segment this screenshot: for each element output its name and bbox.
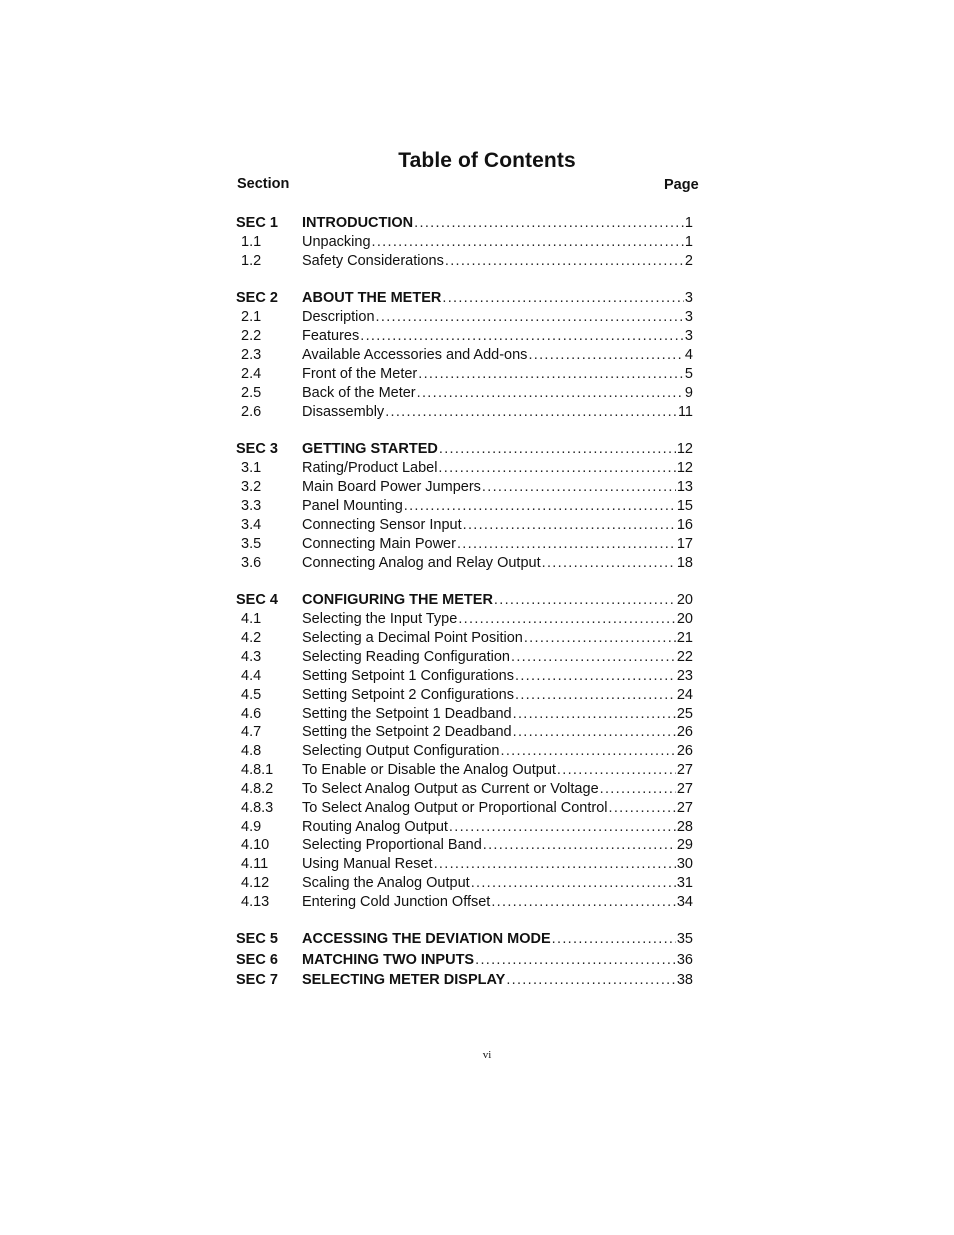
toc-entry-page: 35	[676, 931, 693, 947]
toc-entry-title: GETTING STARTED	[302, 441, 438, 457]
toc-entry-line	[302, 799, 693, 818]
toc-subsection-row	[0, 478, 954, 497]
toc-entry-title: Panel Mounting	[302, 498, 403, 514]
toc-entry-title: Using Manual Reset	[302, 856, 433, 872]
toc-entry-title: MATCHING TWO INPUTS	[302, 952, 475, 968]
toc-entry-number: 4.8.2	[241, 781, 274, 797]
toc-entry-number: 1.1	[241, 234, 262, 250]
toc-subsection-row	[0, 836, 954, 855]
toc-entry-page: 22	[676, 649, 693, 665]
toc-entry-line	[302, 818, 693, 837]
dot-leader	[404, 497, 676, 516]
toc-entry-page: 20	[676, 611, 693, 627]
toc-entry-number: 4.12	[241, 875, 270, 891]
dot-leader	[608, 799, 675, 818]
toc-entry-number: 4.7	[241, 724, 262, 740]
toc-entry-line	[302, 951, 693, 970]
toc-entry-title: Setting the Setpoint 2 Deadband	[302, 724, 512, 740]
toc-entry-title: Connecting Analog and Relay Output	[302, 555, 541, 571]
dot-leader	[491, 893, 676, 912]
toc-subsection-row	[0, 554, 954, 573]
toc-entry-page: 26	[676, 743, 693, 759]
dot-leader	[385, 403, 677, 422]
dot-leader	[542, 554, 676, 573]
toc-entry-page: 20	[676, 592, 693, 608]
toc-entry-line	[302, 836, 693, 855]
toc-entry-number: 2.1	[241, 309, 262, 325]
toc-entry-page: 12	[676, 441, 693, 457]
section-column-header: Section	[237, 176, 290, 192]
toc-entry-page: 29	[676, 837, 693, 853]
toc-section-row	[0, 591, 954, 610]
toc-entry-title: Features	[302, 328, 360, 344]
toc-entry-line	[302, 459, 693, 478]
toc-entry-number: SEC 5	[236, 931, 278, 947]
dot-leader	[494, 591, 676, 610]
toc-entry-page: 3	[684, 290, 693, 306]
dot-leader	[475, 951, 676, 970]
toc-section-row	[0, 930, 954, 949]
toc-section-row	[0, 440, 954, 459]
dot-leader	[463, 516, 676, 535]
dot-leader	[438, 459, 675, 478]
dot-leader	[515, 667, 676, 686]
toc-entry-page: 38	[676, 972, 693, 988]
toc-entry-title: Setting the Setpoint 1 Deadband	[302, 706, 512, 722]
toc-entry-line	[302, 252, 693, 271]
toc-entry-line	[302, 346, 693, 365]
toc-subsection-row	[0, 327, 954, 346]
toc-subsection-row	[0, 459, 954, 478]
toc-entry-title: Selecting a Decimal Point Position	[302, 630, 523, 646]
toc-entry-line	[302, 308, 693, 327]
toc-subsection-row	[0, 667, 954, 686]
toc-subsection-row	[0, 780, 954, 799]
toc-entry-line	[302, 742, 693, 761]
toc-entry-number: SEC 2	[236, 290, 278, 306]
toc-entry-title: Description	[302, 309, 375, 325]
toc-entry-title: To Select Analog Output as Current or Voltage	[302, 781, 599, 797]
toc-subsection-row	[0, 629, 954, 648]
toc-entry-line	[302, 384, 693, 403]
dot-leader	[434, 855, 676, 874]
toc-entry-line	[302, 705, 693, 724]
toc-entry-line	[302, 403, 693, 422]
toc-entry-page: 1	[684, 215, 693, 231]
toc-entry-number: 4.1	[241, 611, 262, 627]
toc-entry-page: 34	[676, 894, 693, 910]
toc-entry-number: 4.4	[241, 668, 262, 684]
toc-subsection-row	[0, 874, 954, 893]
toc-subsection-row	[0, 252, 954, 271]
toc-section-row	[0, 951, 954, 970]
toc-entry-line	[302, 289, 693, 308]
dot-leader	[372, 233, 684, 252]
toc-entry-title: Routing Analog Output	[302, 819, 448, 835]
dot-leader	[483, 836, 676, 855]
toc-entry-line	[302, 365, 693, 384]
toc-subsection-row	[0, 705, 954, 724]
dot-leader	[360, 327, 684, 346]
toc-entry-title: ABOUT THE METER	[302, 290, 442, 306]
toc-entry-page: 23	[676, 668, 693, 684]
toc-entry-number: SEC 3	[236, 441, 278, 457]
toc-subsection-row	[0, 365, 954, 384]
toc-entry-number: 1.2	[241, 253, 262, 269]
toc-entry-line	[302, 535, 693, 554]
dot-leader	[506, 971, 676, 990]
toc-entry-page: 27	[676, 781, 693, 797]
toc-entry-number: 4.8.1	[241, 762, 274, 778]
toc-entry-line	[302, 874, 693, 893]
toc-entry-title: Setting Setpoint 2 Configurations	[302, 687, 514, 703]
toc-section-row	[0, 214, 954, 233]
dot-leader	[513, 705, 676, 724]
toc-entry-line	[302, 610, 693, 629]
dot-leader	[482, 478, 676, 497]
dot-leader	[552, 930, 676, 949]
dot-leader	[501, 742, 676, 761]
toc-entry-page: 31	[676, 875, 693, 891]
page-column-header: Page	[664, 177, 699, 193]
toc-entry-number: 3.4	[241, 517, 262, 533]
toc-entry-line	[302, 214, 693, 233]
toc-entry-page: 17	[676, 536, 693, 552]
toc-subsection-row	[0, 346, 954, 365]
toc-entry-page: 21	[676, 630, 693, 646]
toc-entry-page: 11	[677, 404, 693, 420]
toc-entry-page: 24	[676, 687, 693, 703]
toc-entry-number: 2.5	[241, 385, 262, 401]
toc-entry-page: 27	[676, 800, 693, 816]
toc-entry-line	[302, 893, 693, 912]
toc-entry-page: 28	[676, 819, 693, 835]
toc-subsection-row	[0, 384, 954, 403]
dot-leader	[511, 648, 676, 667]
toc-entry-title: Back of the Meter	[302, 385, 416, 401]
dot-leader	[417, 384, 684, 403]
toc-entry-title: Setting Setpoint 1 Configurations	[302, 668, 514, 684]
toc-entry-page: 27	[676, 762, 693, 778]
dot-leader	[513, 723, 676, 742]
toc-subsection-row	[0, 403, 954, 422]
toc-entry-number: SEC 6	[236, 952, 278, 968]
toc-entry-page: 1	[684, 234, 693, 250]
toc-entry-number: SEC 4	[236, 592, 278, 608]
toc-entry-line	[302, 591, 693, 610]
toc-entry-page: 2	[684, 253, 693, 269]
toc-entry-number: 2.4	[241, 366, 262, 382]
toc-subsection-row	[0, 742, 954, 761]
toc-entry-page: 9	[684, 385, 693, 401]
toc-entry-title: Selecting Output Configuration	[302, 743, 500, 759]
toc-entry-title: ACCESSING THE DEVIATION MODE	[302, 931, 551, 947]
toc-entry-number: 3.6	[241, 555, 262, 571]
toc-entry-page: 12	[676, 460, 693, 476]
toc-subsection-row	[0, 233, 954, 252]
toc-entry-line	[302, 497, 693, 516]
toc-entry-title: Selecting the Input Type	[302, 611, 458, 627]
toc-entry-number: 4.8.3	[241, 800, 274, 816]
dot-leader	[515, 686, 676, 705]
toc-entry-number: 3.1	[241, 460, 262, 476]
dot-leader	[557, 761, 676, 780]
toc-entry-line	[302, 554, 693, 573]
toc-subsection-row	[0, 818, 954, 837]
toc-subsection-row	[0, 516, 954, 535]
toc-entry-line	[302, 930, 693, 949]
toc-subsection-row	[0, 893, 954, 912]
dot-leader	[418, 365, 684, 384]
toc-section-row	[0, 289, 954, 308]
toc-entry-page: 18	[676, 555, 693, 571]
toc-subsection-row	[0, 610, 954, 629]
toc-entry-line	[302, 233, 693, 252]
toc-entry-line	[302, 327, 693, 346]
toc-entry-number: 2.3	[241, 347, 262, 363]
toc-entry-page: 25	[676, 706, 693, 722]
toc-entry-title: Front of the Meter	[302, 366, 418, 382]
dot-leader	[445, 252, 684, 271]
dot-leader	[376, 308, 684, 327]
toc-entry-title: Connecting Sensor Input	[302, 517, 462, 533]
toc-entry-number: 4.10	[241, 837, 270, 853]
toc-entry-title: Disassembly	[302, 404, 385, 420]
dot-leader	[471, 874, 676, 893]
toc-subsection-row	[0, 761, 954, 780]
toc-entry-number: 3.3	[241, 498, 262, 514]
toc-subsection-row	[0, 535, 954, 554]
toc-entry-line	[302, 629, 693, 648]
page-title: Table of Contents	[398, 149, 576, 172]
toc-entry-line	[302, 761, 693, 780]
toc-subsection-row	[0, 723, 954, 742]
toc-subsection-row	[0, 648, 954, 667]
toc-entry-title: INTRODUCTION	[302, 215, 414, 231]
toc-entry-title: Unpacking	[302, 234, 371, 250]
toc-entry-number: 3.2	[241, 479, 262, 495]
toc-entry-number: 4.9	[241, 819, 262, 835]
dot-leader	[528, 346, 683, 365]
toc-entry-line	[302, 855, 693, 874]
toc-section-row	[0, 971, 954, 990]
toc-entry-line	[302, 440, 693, 459]
toc-entry-title: Selecting Reading Configuration	[302, 649, 510, 665]
toc-entry-title: Connecting Main Power	[302, 536, 456, 552]
toc-subsection-row	[0, 308, 954, 327]
toc-entry-title: SELECTING METER DISPLAY	[302, 972, 506, 988]
toc-entry-number: 4.11	[241, 856, 269, 872]
toc-entry-page: 26	[676, 724, 693, 740]
toc-entry-number: 4.8	[241, 743, 262, 759]
toc-entry-number: 4.5	[241, 687, 262, 703]
toc-entry-number: SEC 1	[236, 215, 278, 231]
dot-leader	[439, 440, 676, 459]
toc-entry-page: 5	[684, 366, 693, 382]
dot-leader	[458, 610, 676, 629]
toc-entry-page: 4	[684, 347, 693, 363]
dot-leader	[457, 535, 676, 554]
toc-subsection-row	[0, 686, 954, 705]
toc-entry-number: 4.13	[241, 894, 270, 910]
toc-entry-page: 3	[684, 328, 693, 344]
toc-entry-line	[302, 971, 693, 990]
toc-entry-title: CONFIGURING THE METER	[302, 592, 493, 608]
toc-entry-page: 36	[676, 952, 693, 968]
toc-entry-page: 30	[676, 856, 693, 872]
toc-entry-title: To Select Analog Output or Proportional Control	[302, 800, 608, 816]
dot-leader	[449, 818, 676, 837]
toc-entry-title: Scaling the Analog Output	[302, 875, 470, 891]
toc-entry-number: 4.2	[241, 630, 262, 646]
dot-leader	[442, 289, 684, 308]
toc-entry-number: 4.6	[241, 706, 262, 722]
toc-entry-page: 13	[676, 479, 693, 495]
toc-entry-line	[302, 516, 693, 535]
toc-entry-title: Safety Considerations	[302, 253, 444, 269]
toc-entry-page: 16	[676, 517, 693, 533]
toc-subsection-row	[0, 855, 954, 874]
toc-entry-title: Rating/Product Label	[302, 460, 438, 476]
toc-subsection-row	[0, 497, 954, 516]
dot-leader	[414, 214, 684, 233]
toc-entry-title: To Enable or Disable the Analog Output	[302, 762, 556, 778]
toc-entry-number: 3.5	[241, 536, 262, 552]
toc-entry-title: Entering Cold Junction Offset	[302, 894, 491, 910]
page-number: vi	[482, 1049, 492, 1061]
toc-entry-title: Main Board Power Jumpers	[302, 479, 481, 495]
toc-entry-line	[302, 723, 693, 742]
toc-entry-line	[302, 478, 693, 497]
toc-entry-number: 2.2	[241, 328, 262, 344]
toc-entry-line	[302, 667, 693, 686]
toc-entry-title: Available Accessories and Add-ons	[302, 347, 528, 363]
toc-entry-number: SEC 7	[236, 972, 278, 988]
dot-leader	[600, 780, 676, 799]
toc-entry-line	[302, 686, 693, 705]
toc-subsection-row	[0, 799, 954, 818]
toc-entry-page: 15	[676, 498, 693, 514]
toc-entry-page: 3	[684, 309, 693, 325]
toc-entry-line	[302, 648, 693, 667]
toc-entry-number: 2.6	[241, 404, 262, 420]
toc-entry-number: 4.3	[241, 649, 262, 665]
toc-entry-title: Selecting Proportional Band	[302, 837, 482, 853]
toc-entry-line	[302, 780, 693, 799]
dot-leader	[524, 629, 676, 648]
